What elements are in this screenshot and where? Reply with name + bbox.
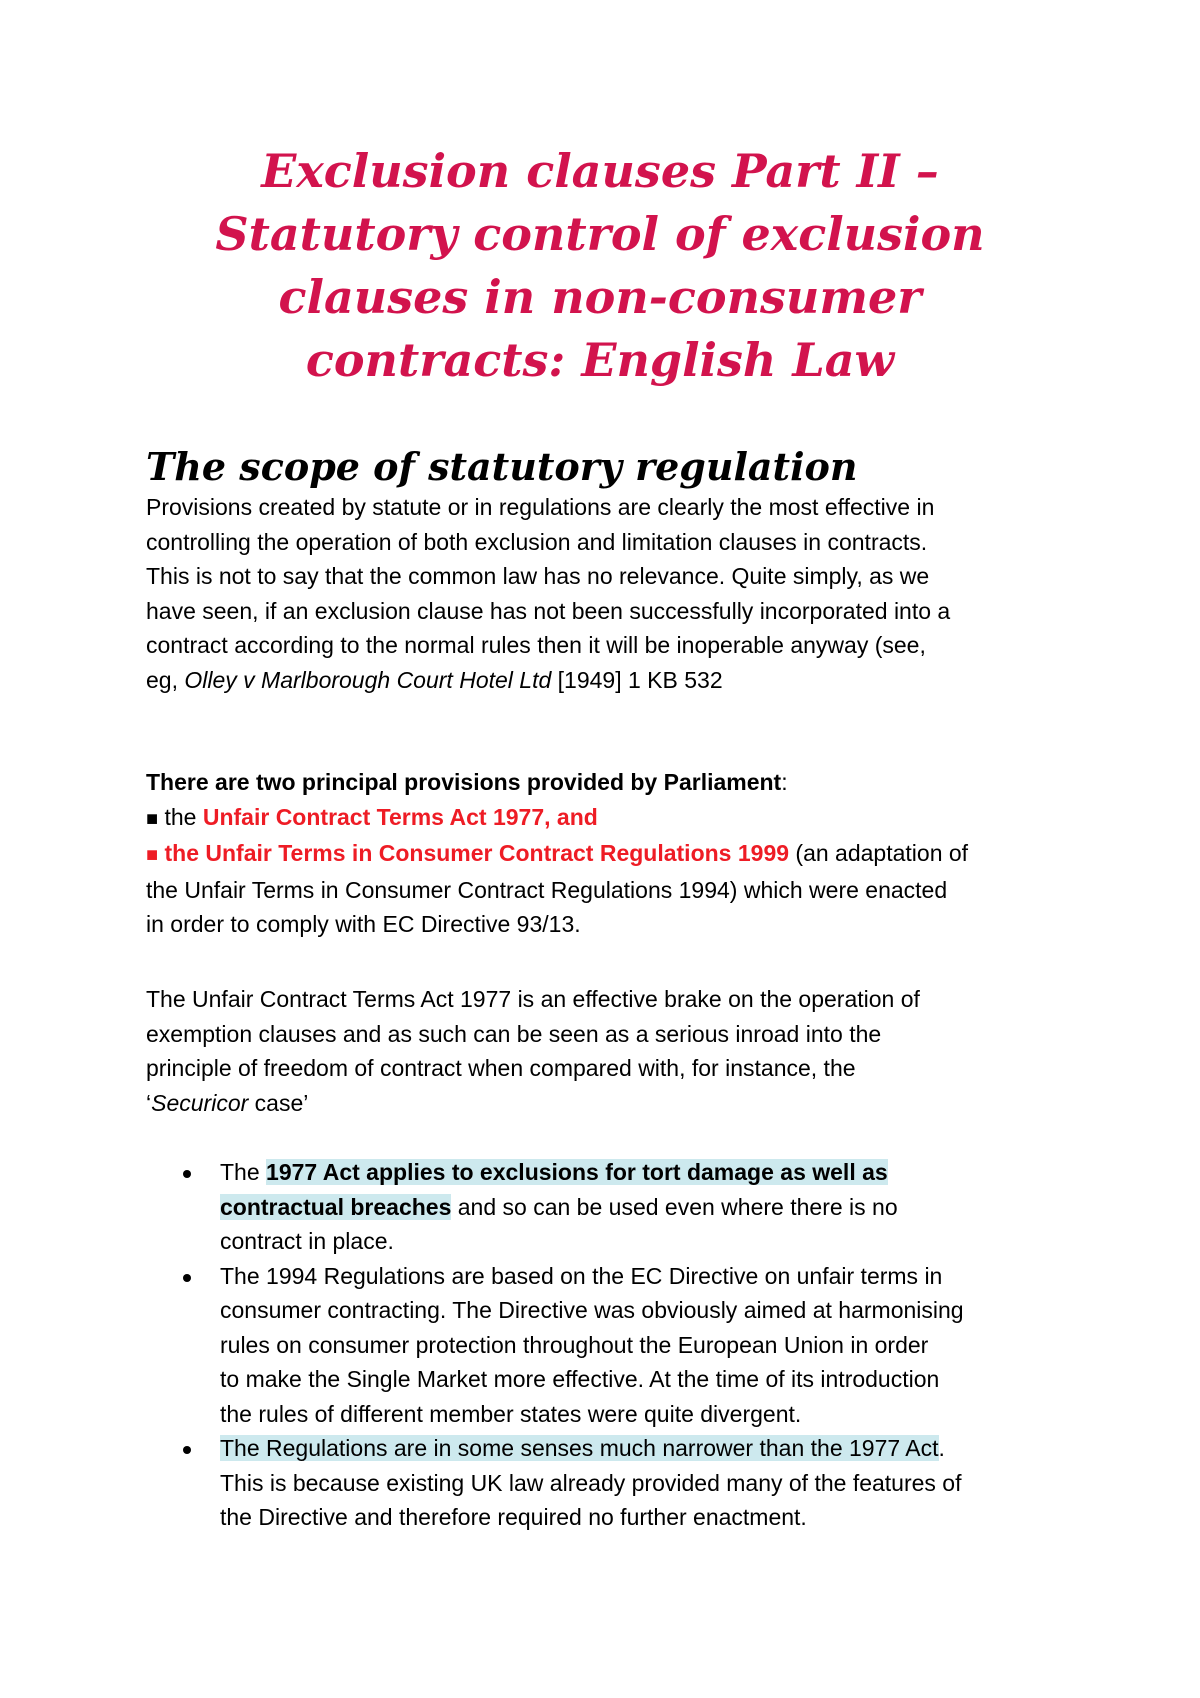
- case-citation: [1949] 1 KB 532: [551, 666, 723, 693]
- square-bullet-icon: ■: [146, 807, 159, 830]
- text-fragment: (an adaptation of: [789, 840, 969, 866]
- provisions-paragraph: [146, 765, 1086, 942]
- text-line: exemption clauses and as such can be seen as a serious inroad into the: [146, 1020, 882, 1047]
- bullet-icon: [183, 1446, 191, 1454]
- text-line: to make the Single Market more effective. At the time of its introduction: [220, 1366, 940, 1392]
- text-line: controlling the operation of both exclusion and limitation clauses in contracts.: [146, 528, 928, 555]
- act-name: Unfair Contract Terms Act 1977, and: [202, 803, 598, 830]
- highlighted-text: 1977 Act applies to exclusions for tort damage as well as: [266, 1159, 888, 1185]
- text-line: have seen, if an exclusion clause has not been successfully incorporated into a: [146, 597, 951, 624]
- text-line: rules on consumer protection throughout the European Union in order: [220, 1331, 929, 1358]
- text-line: This is because existing UK law already provided many of the features of: [220, 1469, 962, 1496]
- text-fragment: case’: [248, 1089, 309, 1116]
- list-item: [220, 1431, 1080, 1535]
- text-line: in order to comply with EC Directive 93/13.: [146, 911, 581, 937]
- text-fragment: and so can be used even where there is no: [451, 1193, 898, 1220]
- text-line: consumer contracting. The Directive was obviously aimed at harmonising: [220, 1297, 964, 1323]
- text-line: This is not to say that the common law has no relevance. Quite simply, as we: [146, 563, 930, 589]
- text-line: the Directive and therefore required no further enactment.: [220, 1504, 807, 1530]
- text-line: The Unfair Contract Terms Act 1977 is an effective brake on the operation of: [146, 986, 920, 1012]
- text-line: principle of freedom of contract when compared with, for instance, the: [146, 1055, 856, 1081]
- bullet-icon: [183, 1170, 191, 1178]
- square-bullet-icon: ■: [146, 844, 159, 866]
- text-fragment: The: [220, 1159, 267, 1185]
- case-name: Securicor: [151, 1089, 249, 1116]
- highlighted-text: contractual breaches: [220, 1193, 452, 1220]
- bullet-icon: [183, 1274, 191, 1282]
- document-title: [120, 140, 1080, 392]
- title-line: Statutory control of exclusion: [215, 207, 985, 261]
- list-item: [220, 1259, 1080, 1432]
- text-fragment: :: [781, 769, 788, 795]
- case-name: Olley v Marlborough Court Hotel Ltd: [184, 666, 552, 693]
- text-fragment: .: [938, 1435, 945, 1461]
- highlighted-text: The Regulations are in some senses much narrower than the 1977 Act: [220, 1435, 939, 1461]
- text-line: Provisions created by statute or in regulations are clearly the most effective in: [146, 494, 935, 520]
- text-fragment: the: [158, 803, 203, 830]
- regulations-name: the Unfair Terms in Consumer Contract Regulations 1999: [158, 840, 790, 866]
- section-heading: The scope of statutory regulation: [146, 444, 858, 489]
- text-line: contract according to the normal rules then it will be inoperable anyway (see,: [146, 632, 926, 658]
- text-line: the rules of different member states were quite divergent.: [220, 1400, 802, 1427]
- title-line: clauses in non-consumer: [278, 270, 922, 324]
- text-line: The 1994 Regulations are based on the EC Directive on unfair terms in: [220, 1262, 943, 1289]
- text-fragment: eg,: [146, 666, 185, 693]
- provisions-heading: There are two principal provisions provided by Parliament: [146, 769, 782, 795]
- intro-paragraph: [146, 490, 1086, 697]
- list-item: [220, 1155, 1080, 1259]
- text-line: contract in place.: [220, 1228, 394, 1254]
- text-fragment: ‘: [146, 1089, 152, 1116]
- title-line: contracts: English Law: [305, 333, 895, 387]
- bullet-list: [220, 1155, 1080, 1535]
- title-line: Exclusion clauses Part II –: [261, 144, 939, 198]
- text-line: the Unfair Terms in Consumer Contract Regulations 1994) which were enacted: [146, 876, 948, 903]
- ucta-paragraph: [146, 982, 1086, 1120]
